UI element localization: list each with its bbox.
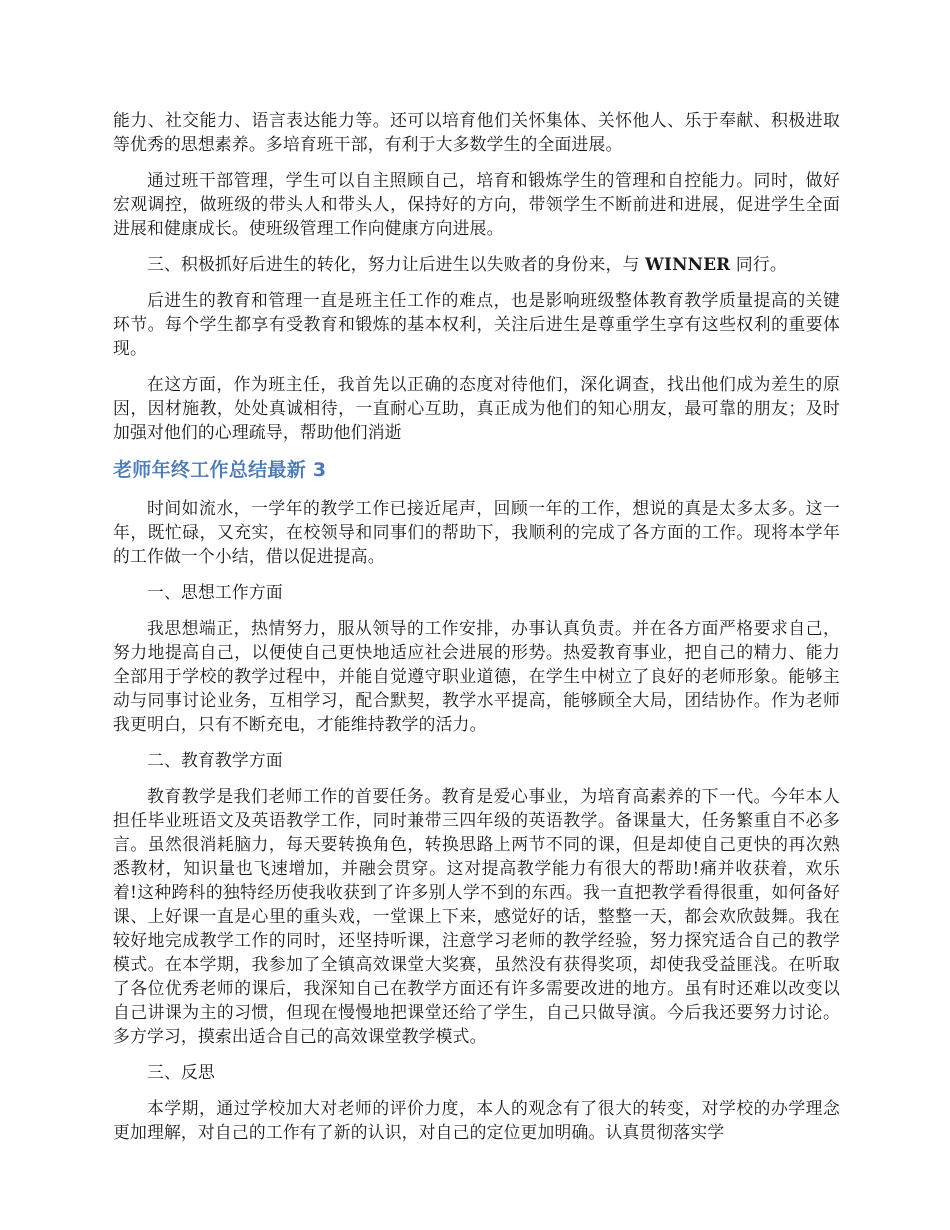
document-page bbox=[113, 108, 840, 1156]
subheading-reflection: 三、反思 bbox=[147, 1062, 215, 1082]
section-heading: 老师年终工作总结最新 3 bbox=[113, 459, 327, 481]
paragraph-class-cadre-management: 通过班干部管理，学生可以自主照顾自己，培育和锻炼学生的管理和自控能力。同时，做好宏观调控，做班级的带头人和带头人，保持好的方向，带领学生不断前进和进展，促进学生全面进展和健康成长。使班级管理工作向健康方向进展。 bbox=[113, 170, 840, 238]
point-three-backward-students bbox=[113, 252, 840, 276]
subheading-ideology: 一、思想工作方面 bbox=[147, 582, 283, 602]
paragraph-reflection: 本学期，通过学校加大对老师的评价力度，本人的观念有了很大的转变，对学校的办学理念更加理解，对自己的工作有了新的认识，对自己的定位更加明确。认真贯彻落实学 bbox=[113, 1098, 840, 1142]
paragraph-in-this-aspect: 在这方面，作为班主任，我首先以正确的态度对待他们，深化调查，找出他们成为差生的原因，因材施教，处处真诚相待，一直耐心互助，真正成为他们的知心朋友，最可靠的朋友；及时加强对他们的心理疏导，帮助他们消逝 bbox=[113, 374, 840, 442]
continued-paragraph: 能力、社交能力、语言表达能力等。还可以培育他们关怀集体、关怀他人、乐于奉献、积极进取等优秀的思想素养。多培育班干部，有利于大多数学生的全面进展。 bbox=[113, 110, 840, 154]
winner-text: WINNER bbox=[645, 254, 731, 274]
paragraph-backward-students: 后进生的教育和管理一直是班主任工作的难点，也是影响班级整体教育教学质量提高的关键环节。每个学生都享有受教育和锻炼的基本权利，关注后进生是尊重学生享有这些权利的重要体现。 bbox=[113, 290, 840, 358]
intro-paragraph: 时间如流水，一学年的教学工作已接近尾声，回顾一年的工作，想说的真是太多太多。这一年，既忙碌，又充实，在校领导和同事们的帮助下，我顺利的完成了各方面的工作。现将本学年的工作做一个小结，借以促进提高。 bbox=[113, 498, 840, 566]
paragraph-teaching: 教育教学是我们老师工作的首要任务。教育是爱心事业，为培育高素养的下一代。今年本人担任毕业班语文及英语教学工作，同时兼带三四年级的英语教学。备课量大，任务繁重自不必多言。虽然很消耗脑力，每天要转换角色，转换思路上两节不同的课，但是却使自己更快的再次熟悉教材，知识量也飞速增加，并融会贯穿。这对提高教学能力有很大的帮助!痛并收获着，欢乐着!这种跨科的独特经历使我收获到了许多别人学不到的东西。我一直把教学看得很重，如何备好课、上好课一直是心里的重头戏，一堂课上下来，感觉好的话，整整一天，都会欢欣鼓舞。我在较好地完成教学工作的同时，还坚持听课，注意学习老师的教学经验，努力探究适合自己的教学模式。在本学期，我参加了全镇高效课堂大奖赛，虽然没有获得奖项，却使我受益匪浅。在听取了各位优秀老师的课后，我深知自己在教学方面还有许多需要改进的地方。虽有时还难以改变以自己讲课为主的习惯，但现在慢慢地把课堂还给了学生，自己只做导演。今后我还要努力讨论。多方学习，摸索出适合自己的高效课堂教学模式。 bbox=[113, 786, 840, 1046]
subheading-teaching: 二、教育教学方面 bbox=[147, 750, 283, 770]
point-three-suffix: 同行。 bbox=[735, 254, 787, 274]
point-three-prefix: 三、积极抓好后进生的转化，努力让后进生以失败者的身份来，与 bbox=[147, 254, 640, 274]
paragraph-ideology: 我思想端正，热情努力，服从领导的工作安排，办事认真负责。并在各方面严格要求自己，努力地提高自己，以便使自己更快地适应社会进展的形势。热爱教育事业，把自己的精力、能力全部用于学校的教学过程中，并能自觉遵守职业道德，在学生中树立了良好的老师形象。能够主动与同事讨论业务，互相学习，配合默契，教学水平提高，能够顾全大局，团结协作。作为老师我更明白，只有不断充电，才能维持教学的活力。 bbox=[113, 618, 840, 734]
